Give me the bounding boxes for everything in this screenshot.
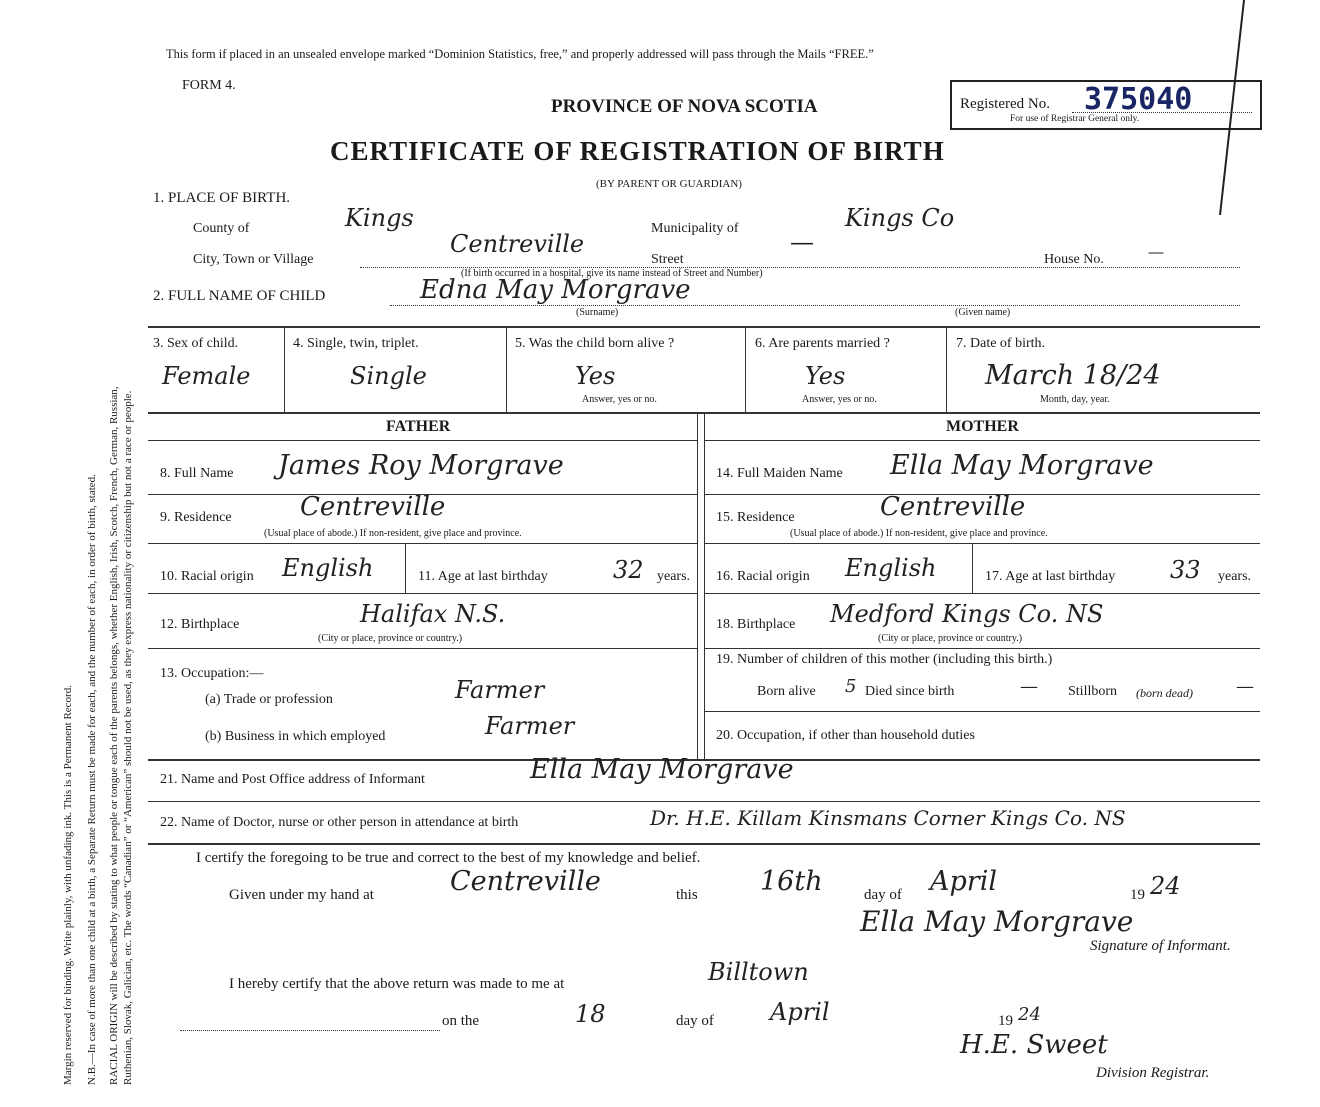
parents-married-note: Answer, yes or no.: [802, 394, 877, 405]
died-since-birth-label: Died since birth: [865, 684, 955, 699]
mother-age-unit: years.: [1218, 569, 1252, 584]
date-of-birth-label: 7. Date of birth.: [956, 336, 1046, 351]
municipality-label: Municipality of: [651, 221, 739, 236]
mother-age-label: 17. Age at last birthday: [985, 569, 1116, 584]
father-age-unit: years.: [657, 569, 691, 584]
mother-birthplace-label: 18. Birthplace: [716, 617, 796, 632]
street-value: —: [790, 228, 814, 256]
mother-age-value: 33: [1170, 556, 1201, 584]
father-business-label: (b) Business in which employed: [205, 729, 386, 744]
informant-value: Ella May Morgrave: [530, 754, 794, 785]
father-heading: FATHER: [386, 418, 451, 435]
registered-number: 375040: [1084, 82, 1193, 117]
registrar-year-prefix: 19: [998, 1013, 1013, 1029]
given-name-caption: (Given name): [955, 307, 1011, 318]
informant-signature: Ella May Morgrave: [860, 905, 1134, 938]
plurality-value: Single: [350, 362, 427, 390]
stillborn-note: (born dead): [1136, 686, 1193, 700]
father-name-label: 8. Full Name: [160, 466, 234, 481]
registrar-signature: H.E. Sweet: [960, 1030, 1108, 1060]
registrar-year-value: 24: [1018, 1004, 1041, 1025]
city-label: City, Town or Village: [193, 252, 314, 267]
given-place-value: Centreville: [450, 866, 601, 897]
died-since-birth-value: —: [1020, 676, 1038, 697]
mail-notice: This form if placed in an unsealed envelope marked “Dominion Statistics, free,” and properly addressed will pass through the Mails “FREE.”: [166, 47, 874, 61]
margin-note-nationality: Ruthenian, Slovak, Galician, etc. The words “Canadian” or “American” should not be used, as they express nationality or citizenship but not a race or people.: [122, 390, 134, 1085]
mother-children-label: 19. Number of children of this mother (including this birth.): [716, 652, 1053, 667]
day-value: 16th: [760, 866, 823, 897]
father-residence-label: 9. Residence: [160, 510, 232, 525]
registered-number-label: Registered No.: [960, 96, 1050, 112]
mother-name-value: Ella May Morgrave: [890, 450, 1154, 481]
parents-married-value: Yes: [805, 362, 846, 390]
mother-occupation-label: 20. Occupation, if other than household duties: [716, 728, 975, 743]
place-of-birth-heading: 1. PLACE OF BIRTH.: [153, 190, 291, 206]
born-alive-label: 5. Was the child born alive ?: [515, 336, 675, 351]
given-under-hand-label: Given under my hand at: [229, 887, 374, 903]
father-trade-value: Farmer: [455, 676, 545, 704]
street-label: Street: [651, 252, 684, 267]
house-number-label: House No.: [1044, 252, 1104, 267]
house-number-value: —: [1148, 242, 1164, 261]
father-age-label: 11. Age at last birthday: [418, 569, 548, 584]
certificate-subtitle: (BY PARENT OR GUARDIAN): [596, 178, 742, 190]
plurality-label: 4. Single, twin, triplet.: [293, 336, 419, 351]
registrar-signature-label: Division Registrar.: [1096, 1065, 1210, 1081]
month-value: April: [930, 866, 997, 897]
child-name-value: Edna May Morgrave: [420, 275, 691, 305]
father-birthplace-label: 12. Birthplace: [160, 617, 240, 632]
child-name-label: 2. FULL NAME OF CHILD: [153, 288, 326, 304]
certification-statement: I certify the foregoing to be true and correct to the best of my knowledge and belief.: [196, 850, 701, 866]
mother-residence-value: Centreville: [880, 492, 1026, 522]
mother-race-value: English: [845, 554, 937, 582]
registrar-day-of-label: day of: [676, 1013, 714, 1029]
date-of-birth-value: March 18/24: [985, 360, 1161, 391]
stillborn-label: Stillborn: [1068, 684, 1118, 699]
province-heading: PROVINCE OF NOVA SCOTIA: [551, 96, 818, 117]
born-alive-value: Yes: [575, 362, 616, 390]
parents-married-label: 6. Are parents married ?: [755, 336, 890, 351]
registrar-statement: I hereby certify that the above return was made to me at: [229, 976, 565, 992]
father-residence-value: Centreville: [300, 492, 446, 522]
born-alive-count-label: Born alive: [757, 684, 816, 699]
year-value: 24: [1150, 872, 1181, 900]
registrar-day-value: 18: [575, 1000, 606, 1028]
doctor-label: 22. Name of Doctor, nurse or other person in attendance at birth: [160, 815, 519, 830]
municipality-value: Kings Co: [845, 204, 955, 232]
father-business-value: Farmer: [485, 712, 575, 740]
stillborn-value: —: [1236, 676, 1254, 697]
surname-caption: (Surname): [576, 307, 619, 318]
registrar-on-the-label: on the: [442, 1013, 480, 1029]
registrar-place-value: Billtown: [708, 958, 809, 986]
mother-name-label: 14. Full Maiden Name: [716, 466, 843, 481]
mother-residence-label: 15. Residence: [716, 510, 795, 525]
hospital-note: (If birth occurred in a hospital, give its name instead of Street and Number): [461, 268, 763, 279]
mother-abode-note: (Usual place of abode.) If non-resident, give place and province.: [790, 528, 1048, 539]
father-race-value: English: [282, 554, 374, 582]
this-label: this: [676, 887, 698, 903]
mother-birthplace-note: (City or place, province or country.): [878, 633, 1023, 644]
county-label: County of: [193, 221, 250, 236]
sex-label: 3. Sex of child.: [153, 336, 239, 351]
certificate-title: CERTIFICATE OF REGISTRATION OF BIRTH: [330, 136, 945, 166]
father-age-value: 32: [613, 556, 644, 584]
mother-heading: MOTHER: [946, 418, 1019, 435]
city-value: Centreville: [450, 230, 585, 258]
mother-birthplace-value: Medford Kings Co. NS: [830, 600, 1104, 628]
father-occupation-label: 13. Occupation:—: [160, 666, 264, 681]
registrar-month-value: April: [770, 998, 830, 1026]
born-alive-note: Answer, yes or no.: [582, 394, 657, 405]
margin-note-binding: Margin reserved for binding. Write plainly, with unfading ink. This is a Permanent Record.: [62, 685, 74, 1085]
year-prefix: 19: [1130, 887, 1145, 903]
father-birthplace-value: Halifax N.S.: [360, 600, 506, 628]
margin-note-multiple-births: N.B.—In case of more than one child at a birth, a Separate Return must be made for each, and the number of each, in order of birth, stated.: [86, 474, 98, 1085]
informant-signature-label: Signature of Informant.: [1090, 938, 1231, 954]
doctor-value: Dr. H.E. Killam Kinsmans Corner Kings Co. NS: [650, 806, 1126, 830]
day-of-label: day of: [864, 887, 902, 903]
pen-stroke-mark: [1216, 0, 1246, 220]
informant-label: 21. Name and Post Office address of Informant: [160, 772, 425, 787]
father-name-value: James Roy Morgrave: [278, 450, 564, 481]
mother-race-label: 16. Racial origin: [716, 569, 810, 584]
registrar-general-note: For use of Registrar General only.: [1010, 114, 1140, 124]
born-alive-count-value: 5: [845, 676, 857, 697]
sex-value: Female: [162, 362, 251, 390]
father-birthplace-note: (City or place, province or country.): [318, 633, 463, 644]
father-race-label: 10. Racial origin: [160, 569, 254, 584]
father-abode-note: (Usual place of abode.) If non-resident, give place and province.: [264, 528, 522, 539]
date-of-birth-note: Month, day, year.: [1040, 394, 1110, 405]
margin-note-racial-origin: RACIAL ORIGIN will be described by stating to what people or tongue each of the parents belongs, whether English, Irish, Scotch, French, German, Russian,: [108, 386, 120, 1085]
father-trade-label: (a) Trade or profession: [205, 692, 333, 707]
county-value: Kings: [345, 204, 414, 232]
form-number: FORM 4.: [182, 78, 236, 93]
